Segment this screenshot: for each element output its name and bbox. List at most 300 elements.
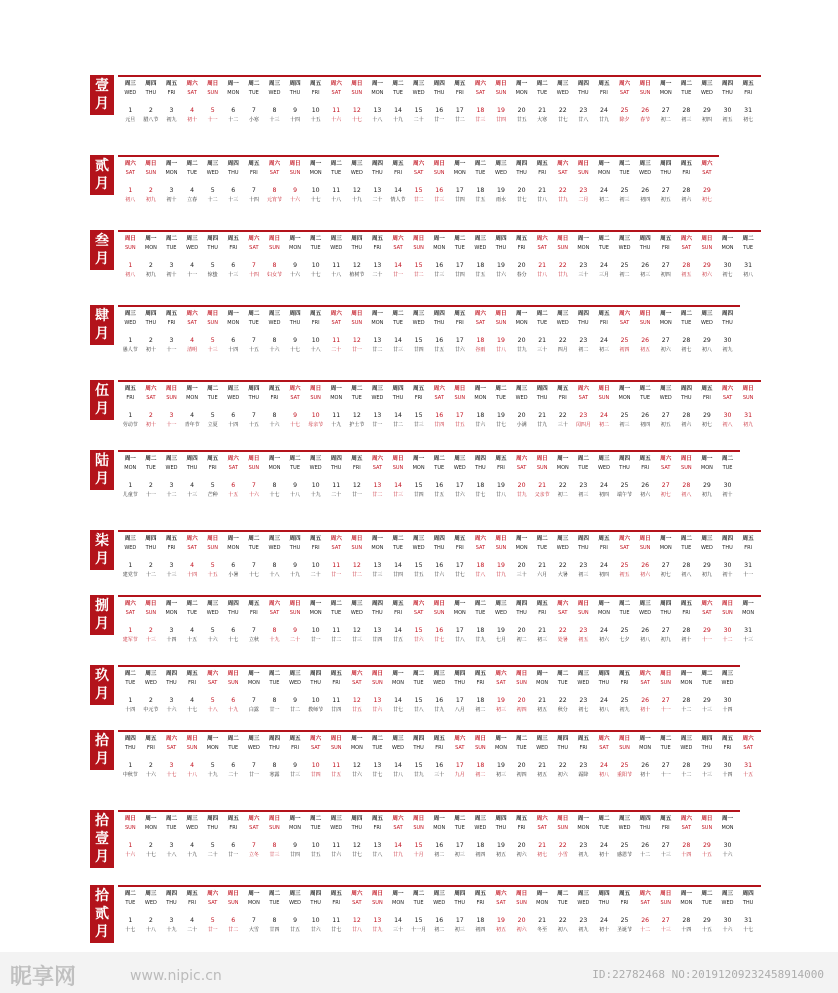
lunar-date: 廿五 [351, 707, 362, 713]
weekday-cn: 周六 [515, 456, 528, 462]
weekday-en: MON [433, 245, 446, 251]
lunar-date: 廿一 [434, 117, 445, 123]
day-cell [491, 160, 512, 204]
weekday-en: MON [227, 320, 240, 326]
day-cell [367, 235, 388, 279]
day-number: 2 [148, 627, 153, 634]
lunar-date: 初四 [598, 572, 609, 578]
day-cell [326, 670, 347, 714]
weekday-en: THU [557, 745, 568, 751]
day-number: 9 [293, 842, 298, 849]
day-number: 5 [210, 762, 215, 769]
day-cell [264, 235, 285, 279]
weekday-en: MON [618, 395, 631, 401]
lunar-date: 廿三 [269, 852, 280, 858]
weekday-cn: 周三 [330, 816, 342, 822]
weekday-cn: 周日 [639, 311, 651, 317]
day-number: 20 [517, 337, 526, 344]
lunar-date: 十二 [207, 197, 218, 203]
weekday-cn: 周三 [433, 671, 445, 677]
weekday-en: MON [515, 320, 528, 326]
day-number: 30 [723, 562, 732, 569]
lunar-date: 春节 [640, 117, 651, 123]
weekday-cn: 周日 [186, 736, 198, 742]
day-cell [141, 735, 162, 779]
weekday-cn: 周六 [186, 536, 198, 542]
weekday-cn: 周四 [268, 736, 281, 742]
lunar-date: 十九 [290, 572, 301, 578]
day-number: 15 [414, 562, 423, 569]
lunar-date: 初十 [722, 492, 733, 498]
lunar-date: 大雪 [248, 927, 259, 933]
weekday-cn: 周日 [145, 601, 157, 607]
day-number: 12 [352, 562, 361, 569]
day-cell [408, 535, 429, 579]
lunar-date: 春分 [516, 272, 527, 278]
weekday-cn: 周一 [124, 456, 136, 462]
weekday-en: SAT [640, 680, 650, 686]
day-cell [326, 235, 347, 279]
day-number: 31 [744, 562, 753, 569]
day-cell [347, 890, 368, 934]
weekday-cn: 周六 [248, 236, 260, 242]
day-number: 12 [352, 697, 361, 704]
day-number: 20 [517, 842, 526, 849]
day-number: 17 [455, 842, 464, 849]
weekday-cn: 周三 [680, 736, 692, 742]
weekday-en: TUE [537, 320, 548, 326]
day-number: 26 [641, 697, 650, 704]
weekday-cn: 周六 [721, 386, 734, 392]
weekday-cn: 周三 [186, 236, 198, 242]
day-cell [120, 670, 141, 714]
day-cell [244, 385, 265, 429]
weekday-cn: 周二 [557, 891, 569, 897]
lunar-date: 十三 [145, 637, 156, 643]
weekday-cn: 周四 [433, 81, 445, 87]
day-cell [388, 160, 409, 204]
day-cell [244, 600, 265, 644]
day-cell [470, 670, 491, 714]
weekday-cn: 周日 [660, 671, 672, 677]
weekday-en: FRI [641, 465, 650, 471]
day-cell [594, 600, 615, 644]
lunar-date: 初二 [660, 117, 671, 123]
day-cell [676, 670, 697, 714]
day-number: 19 [497, 762, 505, 769]
day-cell [285, 160, 306, 204]
weekday-cn: 周日 [371, 671, 384, 677]
weekday-cn: 周四 [454, 891, 466, 897]
weekday-cn: 周三 [145, 891, 157, 897]
weekday-cn: 周二 [186, 601, 198, 607]
day-cell [635, 815, 656, 859]
weekday-cn: 周日 [742, 386, 754, 392]
weekday-en: TUE [578, 465, 589, 471]
day-number: 23 [579, 917, 588, 924]
weekday-en: WED [700, 320, 713, 326]
lunar-date: 初五 [722, 117, 733, 123]
day-cell [697, 890, 718, 934]
weekday-en: TUE [331, 610, 342, 616]
lunar-date: 十七 [187, 707, 198, 713]
lunar-date: 十七 [145, 852, 156, 858]
weekday-en: MON [165, 170, 178, 176]
weekday-cn: 周一 [392, 891, 404, 897]
day-cell [367, 385, 388, 429]
day-cell [594, 735, 615, 779]
weekday-en: WED [412, 545, 425, 551]
weekday-cn: 周一 [536, 891, 548, 897]
weekday-en: TUE [351, 395, 362, 401]
weekday-cn: 周一 [227, 81, 239, 87]
day-number: 25 [620, 412, 629, 419]
day-number: 3 [169, 412, 174, 419]
weekday-cn: 周二 [248, 81, 260, 87]
weekday-cn: 周五 [248, 161, 260, 167]
day-number: 26 [641, 842, 650, 849]
lunar-date: 初九 [660, 637, 671, 643]
day-cell [717, 670, 738, 714]
weekday-en: MON [289, 245, 302, 251]
weekday-cn: 周一 [721, 816, 734, 822]
day-cell [202, 80, 223, 124]
lunar-date: 初六 [660, 347, 671, 353]
lunar-date: 初四 [619, 347, 630, 353]
lunar-date: 十三 [187, 492, 198, 498]
weekday-cn: 周五 [310, 311, 322, 317]
day-cell [717, 455, 738, 499]
weekday-cn: 周四 [289, 311, 301, 317]
weekday-en: FRI [270, 395, 279, 401]
weekday-cn: 周四 [577, 311, 589, 317]
weekday-en: SAT [537, 245, 547, 251]
lunar-date: 十四 [681, 927, 692, 933]
weekday-en: TUE [475, 610, 486, 616]
day-number: 18 [476, 412, 485, 419]
weekday-cn: 周一 [742, 601, 754, 607]
weekday-en: MON [700, 465, 713, 471]
day-number: 25 [620, 187, 629, 194]
day-cell [655, 385, 676, 429]
lunar-date: 廿六 [331, 852, 342, 858]
weekday-en: WED [639, 610, 652, 616]
lunar-date: 十四 [722, 772, 733, 778]
weekday-en: FRI [455, 545, 464, 551]
weekday-en: TUE [269, 900, 280, 906]
day-number: 3 [169, 262, 174, 269]
day-number: 29 [702, 842, 711, 849]
weekday-cn: 周三 [124, 311, 136, 317]
weekday-en: SAT [207, 680, 218, 686]
weekday-cn: 周二 [721, 456, 734, 462]
day-number: 21 [538, 187, 547, 194]
day-cell [594, 80, 615, 124]
day-number: 4 [190, 627, 195, 634]
day-cell [552, 235, 573, 279]
lunar-date: 十六 [290, 197, 301, 203]
lunar-date: 廿一 [351, 347, 362, 353]
weekday-cn: 周六 [371, 456, 384, 462]
weekday-cn: 周五 [413, 386, 425, 392]
day-cell [244, 735, 265, 779]
lunar-date: 十一 [187, 272, 198, 278]
day-number: 4 [190, 697, 195, 704]
weekday-cn: 周二 [289, 456, 301, 462]
day-number: 17 [455, 762, 464, 769]
lunar-date: 廿一 [351, 492, 362, 498]
day-number: 15 [414, 187, 423, 194]
lunar-date: 十九 [187, 852, 198, 858]
weekday-en: SUN [125, 825, 136, 831]
weekday-en: WED [577, 680, 590, 686]
day-number: 3 [169, 187, 174, 194]
day-cell [552, 160, 573, 204]
day-cell [141, 670, 162, 714]
weekday-en: THU [351, 245, 363, 251]
weekday-cn: 周二 [351, 386, 363, 392]
day-cell [470, 385, 491, 429]
lunar-date: 初三 [578, 572, 589, 578]
weekday-en: WED [721, 680, 734, 686]
lunar-date: 愚人节 [122, 347, 138, 353]
day-cell [285, 670, 306, 714]
day-number: 15 [414, 697, 423, 704]
day-number: 7 [251, 262, 256, 269]
weekday-en: MON [453, 610, 466, 616]
weekday-en: SAT [249, 825, 259, 831]
weekday-en: FRI [352, 465, 361, 471]
weekday-cn: 周日 [289, 601, 301, 607]
day-cell [697, 80, 718, 124]
day-number: 5 [210, 482, 215, 489]
day-number: 31 [744, 412, 753, 419]
lunar-date: 初七 [743, 117, 754, 123]
weekday-cn: 周二 [330, 601, 342, 607]
weekday-en: THU [145, 545, 157, 551]
weekday-cn: 周四 [454, 671, 466, 677]
lunar-date: 十二 [145, 572, 156, 578]
day-number: 18 [476, 842, 485, 849]
day-number: 8 [272, 337, 277, 344]
day-cell [429, 235, 450, 279]
day-number: 18 [476, 187, 485, 194]
weekday-cn: 周三 [165, 456, 178, 462]
weekday-cn: 周日 [680, 456, 692, 462]
weekday-en: SAT [619, 545, 630, 551]
weekday-cn: 周六 [413, 601, 425, 607]
weekday-cn: 周六 [495, 671, 507, 677]
day-number: 8 [272, 562, 277, 569]
lunar-date: 十一 [166, 347, 177, 353]
weekday-cn: 周三 [268, 311, 281, 317]
day-number: 16 [435, 107, 444, 114]
lunar-date: 廿二 [413, 272, 424, 278]
weekday-en: SAT [702, 170, 712, 176]
day-cell [305, 80, 326, 124]
weekday-en: SAT [310, 745, 321, 751]
day-number: 10 [311, 337, 320, 344]
day-cell [717, 535, 738, 579]
lunar-date: 廿四 [495, 117, 506, 123]
lunar-date: 廿七 [475, 492, 486, 498]
weekday-en: MON [433, 825, 446, 831]
lunar-date: 初九 [743, 422, 754, 428]
lunar-date: 初二 [434, 927, 445, 933]
lunar-date: 十七 [310, 197, 321, 203]
day-number: 13 [373, 412, 382, 419]
weekday-en: SUN [207, 90, 218, 96]
lunar-date: 初六 [557, 772, 568, 778]
day-number: 14 [394, 187, 402, 194]
weekday-cn: 周一 [536, 671, 548, 677]
day-cell [511, 385, 532, 429]
lunar-date: 初九 [722, 347, 733, 353]
lunar-date: 十六 [269, 422, 280, 428]
day-cell [697, 455, 718, 499]
day-number: 26 [641, 627, 650, 634]
day-cell [161, 815, 182, 859]
day-cell [614, 890, 635, 934]
day-cell [635, 310, 656, 354]
day-cell [202, 815, 223, 859]
day-cell [408, 600, 429, 644]
weekday-en: FRI [394, 170, 402, 176]
weekday-en: MON [124, 465, 137, 471]
weekday-en: FRI [600, 90, 608, 96]
weekday-en: TUE [248, 545, 259, 551]
day-number: 21 [538, 337, 547, 344]
day-number: 31 [744, 627, 753, 634]
weekday-en: FRI [661, 245, 670, 251]
day-number: 19 [497, 187, 505, 194]
day-number: 24 [600, 482, 608, 489]
lunar-date: 廿七 [393, 707, 404, 713]
lunar-date: 廿八 [537, 272, 548, 278]
day-number: 24 [600, 337, 608, 344]
lunar-date: 廿一 [207, 927, 218, 933]
lunar-date: 廿八 [537, 197, 548, 203]
day-cell [388, 385, 409, 429]
day-cell [573, 735, 594, 779]
day-number: 20 [517, 917, 526, 924]
weekday-en: SUN [227, 680, 239, 686]
lunar-date: 十八 [290, 492, 301, 498]
lunar-date: 初八 [681, 492, 692, 498]
day-number: 11 [332, 262, 341, 269]
weekday-en: FRI [146, 745, 155, 751]
day-number: 27 [661, 412, 670, 419]
day-cell [470, 815, 491, 859]
day-cell [141, 160, 162, 204]
lunar-date: 廿六 [310, 927, 321, 933]
day-cell [305, 600, 326, 644]
day-number: 27 [661, 697, 670, 704]
weekday-cn: 周三 [207, 601, 219, 607]
day-cell [244, 160, 265, 204]
day-number: 27 [661, 337, 670, 344]
day-number: 5 [210, 337, 215, 344]
weekday-cn: 周六 [536, 816, 548, 822]
day-cell [676, 535, 697, 579]
lunar-date: 三十 [393, 927, 404, 933]
weekday-en: SAT [455, 745, 465, 751]
lunar-date: 初六 [681, 422, 692, 428]
day-number: 18 [476, 107, 485, 114]
day-cell [429, 815, 450, 859]
lunar-date: 八月 [454, 707, 465, 713]
day-number: 19 [497, 842, 505, 849]
day-cell [573, 310, 594, 354]
day-number: 11 [332, 842, 341, 849]
day-cell [738, 535, 759, 579]
weekday-en: MON [392, 680, 405, 686]
weekday-en: THU [660, 170, 671, 176]
day-number: 28 [682, 917, 691, 924]
weekday-cn: 周四 [495, 816, 507, 822]
weekday-en: THU [639, 245, 651, 251]
weekday-cn: 周四 [515, 161, 528, 167]
weekday-cn: 周一 [145, 236, 157, 242]
day-number: 2 [148, 482, 153, 489]
weekday-en: MON [227, 90, 240, 96]
lunar-date: 霜降 [578, 772, 589, 778]
day-cell [367, 600, 388, 644]
weekday-cn: 周四 [351, 236, 363, 242]
lunar-date: 初二 [475, 707, 486, 713]
lunar-date: 十八 [310, 347, 321, 353]
day-cell [244, 80, 265, 124]
day-cell [532, 670, 553, 714]
day-cell [697, 735, 718, 779]
day-cell [594, 385, 615, 429]
weekday-en: TUE [701, 900, 712, 906]
day-number: 2 [148, 917, 153, 924]
lunar-date: 十五 [187, 637, 198, 643]
lunar-date: 情人节 [390, 197, 406, 203]
lunar-date: 廿五 [475, 272, 486, 278]
weekday-cn: 周六 [639, 891, 651, 897]
lunar-date: 初五 [537, 772, 548, 778]
day-number: 1 [128, 917, 133, 924]
day-cell [635, 670, 656, 714]
day-number: 15 [414, 412, 423, 419]
day-number: 25 [620, 262, 629, 269]
weekday-cn: 周一 [248, 671, 260, 677]
lunar-date: 廿二 [290, 707, 301, 713]
day-number: 28 [682, 562, 691, 569]
day-number: 28 [682, 697, 691, 704]
day-number: 23 [579, 262, 588, 269]
weekday-en: TUE [393, 320, 403, 326]
day-cell [738, 385, 759, 429]
lunar-date: 十五 [701, 852, 712, 858]
lunar-date: 十二 [681, 772, 692, 778]
weekday-en: THU [269, 745, 280, 751]
lunar-date: 劳动节 [122, 422, 138, 428]
weekday-en: SUN [475, 745, 486, 751]
weekday-cn: 周日 [639, 81, 651, 87]
weekday-cn: 周五 [186, 671, 198, 677]
lunar-date: 十四 [248, 197, 259, 203]
weekday-en: SAT [558, 610, 568, 616]
day-cell [614, 535, 635, 579]
weekday-en: TUE [248, 320, 259, 326]
weekday-en: FRI [538, 610, 547, 616]
weekday-en: MON [515, 545, 528, 551]
weekday-en: MON [412, 465, 425, 471]
day-cell [305, 235, 326, 279]
